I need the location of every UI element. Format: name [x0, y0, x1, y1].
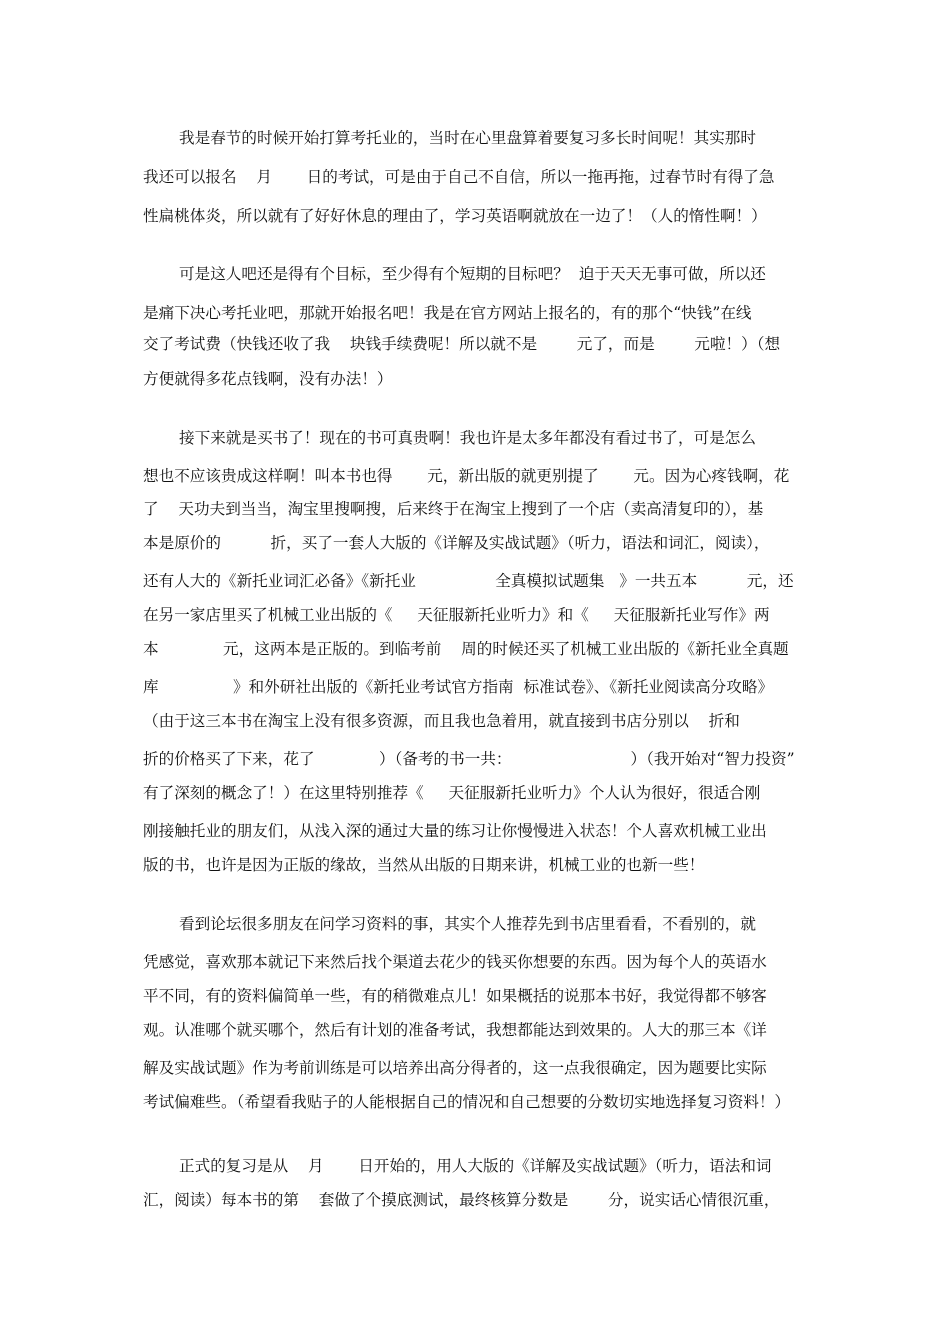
- paragraph-5-line-1: 正式的复习是从 月 日开始的，用人大版的《详解及实战试题》（听力，语法和词: [179, 1157, 772, 1175]
- paragraph-3-line-1: 接下来就是买书了！现在的书可真贵啊！我也许是太多年都没有看过书了，可是怎么: [179, 429, 756, 447]
- paragraph-3-line-10: 折的价格买了下来，花了 ）（备考的书一共： ）（我开始对“智力投资”: [143, 750, 795, 768]
- paragraph-3-line-11: 有了深刻的概念了！）在这里特别推荐《 天征服新托业听力》个人认为很好，很适合刚: [143, 784, 761, 802]
- paragraph-1-line-1: 我是春节的时候开始打算考托业的，当时在心里盘算着要复习多长时间呢！其实那时: [179, 129, 756, 147]
- paragraph-3-line-12: 刚接触托业的朋友们，从浅入深的通过大量的练习让你慢慢进入状态！个人喜欢机械工业出: [143, 822, 767, 840]
- paragraph-3-line-13: 版的书，也许是因为正版的缘故，当然从出版的日期来讲，机械工业的也新一些！: [143, 856, 705, 874]
- paragraph-3-line-3: 了 天功夫到当当，淘宝里搜啊搜，后来终于在淘宝上搜到了一个店（卖高清复印的），基: [143, 500, 764, 518]
- paragraph-5-line-2: 汇，阅读）每本书的第 套做了个摸底测试，最终核算分数是 分，说实话心情很沉重，: [143, 1191, 780, 1209]
- paragraph-2-line-2: 是痛下决心考托业吧，那就开始报名吧！我是在官方网站上报名的，有的那个“快钱”在线: [143, 304, 752, 322]
- paragraph-3-line-6: 在另一家店里买了机械工业出版的《 天征服新托业听力》和《 天征服新托业写作》两: [143, 606, 770, 624]
- paragraph-3-line-8: 库 》和外研社出版的《新托业考试官方指南 标准试卷》、《新托业阅读高分攻略》: [143, 678, 774, 696]
- paragraph-2-line-3: 交了考试费（快钱还收了我 块钱手续费呢！所以就不是 元了，而是 元啦！）（想: [143, 335, 781, 353]
- paragraph-4-line-3: 平不同，有的资料偏简单一些，有的稍微难点儿！如果概括的说那本书好，我觉得都不够客: [143, 987, 767, 1005]
- paragraph-4-line-6: 考试偏难些。（希望看我贴子的人能根据自己的情况和自己想要的分数切实地选择复习资料！）: [143, 1093, 791, 1111]
- paragraph-1-line-3: 性扁桃体炎，所以就有了好好休息的理由了，学习英语啊就放在一边了！（人的惰性啊！）: [143, 207, 767, 225]
- paragraph-3-line-2: 想也不应该贵成这样啊！叫本书也得 元，新出版的就更别提了 元。因为心疼钱啊，花: [143, 467, 790, 485]
- paragraph-4-line-4: 观。认准哪个就买哪个，然后有计划的准备考试，我想都能达到效果的。人大的那三本《详: [143, 1021, 767, 1039]
- paragraph-4-line-1: 看到论坛很多朋友在问学习资料的事，其实个人推荐先到书店里看看，不看别的，就: [179, 915, 756, 933]
- paragraph-4-line-2: 凭感觉，喜欢那本就记下来然后找个渠道去花少的钱买你想要的东西。因为每个人的英语水: [143, 953, 767, 971]
- paragraph-1-line-2: 我还可以报名 月 日的考试，可是由于自己不自信，所以一拖再拖，过春节时有得了急: [143, 168, 775, 186]
- paragraph-3-line-5: 还有人大的《新托业词汇必备》《新托业 全真模拟试题集 》一共五本 元，还: [143, 572, 794, 590]
- paragraph-3-line-4: 本是原价的 折，买了一套人大版的《详解及实战试题》（听力，语法和词汇，阅读），: [143, 534, 770, 552]
- paragraph-4-line-5: 解及实战试题》作为考前训练是可以培养出高分得者的，这一点我很确定，因为题要比实际: [143, 1059, 767, 1077]
- paragraph-3-line-9: （由于这三本书在淘宝上没有很多资源，而且我也急着用，就直接到书店分别以 折和: [143, 712, 740, 730]
- paragraph-3-line-7: 本 元，这两本是正版的。到临考前 周的时候还买了机械工业出版的《新托业全真题: [143, 640, 789, 658]
- paragraph-2-line-1: 可是这人吧还是得有个目标，至少得有个短期的目标吧？ 迫于天天无事可做，所以还: [179, 265, 766, 283]
- paragraph-2-line-4: 方便就得多花点钱啊，没有办法！）: [143, 370, 393, 388]
